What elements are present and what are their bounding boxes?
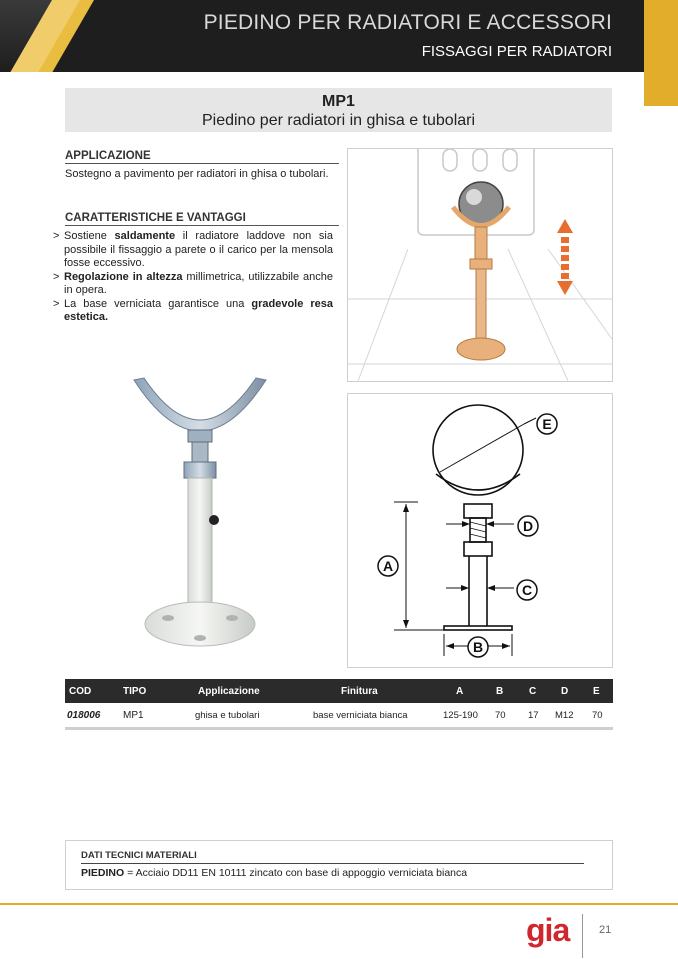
table-cell: ghisa e tubolari <box>195 710 260 721</box>
dimension-label: D <box>522 518 534 534</box>
feature-item: > Sostiene saldamente il radiatore laddove non sia possibile il fissaggio a parete o il carico per la mensola fosse eccessivo. <box>53 230 333 269</box>
column-header: A <box>456 686 464 697</box>
application-heading: APPLICAZIONE <box>65 150 339 164</box>
product-code: MP1 <box>322 93 355 110</box>
column-header: E <box>593 686 600 697</box>
features-list <box>53 230 333 325</box>
installation-drawing <box>348 149 612 381</box>
column-header: COD <box>69 686 92 697</box>
column-header: Finitura <box>341 686 378 697</box>
table-cell-code: 018006 <box>67 710 101 721</box>
installation-illustration <box>347 148 613 382</box>
feature-item: > La base verniciata garantisce una gradevole resa estetica. <box>53 297 333 323</box>
feature-item: > Regolazione in altezza millimetrica, utilizzabile anche in opera. <box>53 270 333 296</box>
brand-logo: gia <box>526 912 570 948</box>
table-cell: 70 <box>495 710 506 721</box>
application-text: Sostegno a pavimento per radiatori in ghisa o tubolari. <box>65 168 329 180</box>
table-header-row <box>65 679 613 703</box>
column-header: B <box>496 686 504 697</box>
table-cell: 17 <box>528 710 539 721</box>
tech-data-text: PIEDINO = Acciaio DD11 EN 10111 zincato con base di appoggio verniciata bianca <box>81 867 468 879</box>
page-tab <box>644 0 678 106</box>
dimension-diagram <box>348 394 612 667</box>
dimension-label: E <box>542 416 552 432</box>
tech-data-heading: DATI TECNICI MATERIALI <box>81 850 584 864</box>
header-category: PIEDINO PER RADIATORI E ACCESSORI <box>203 11 612 34</box>
dimension-label: C <box>521 582 533 598</box>
table-cell: 70 <box>592 710 603 721</box>
bullet-marker: > <box>53 230 60 242</box>
product-table <box>65 679 613 730</box>
header-subcategory: FISSAGGI PER RADIATORI <box>421 43 612 60</box>
dimension-label: B <box>472 639 484 655</box>
table-cell: M12 <box>555 710 574 721</box>
column-header: TIPO <box>123 686 147 697</box>
bullet-marker: > <box>53 270 60 283</box>
table-cell: base verniciata bianca <box>313 710 408 721</box>
page-number: 21 <box>599 924 612 936</box>
column-header: Applicazione <box>198 686 260 697</box>
table-row <box>65 703 613 730</box>
product-name: Piedino per radiatori in ghisa e tubolari <box>201 112 476 129</box>
footer-line <box>0 903 678 905</box>
bullet-marker: > <box>53 297 60 310</box>
features-heading: CARATTERISTICHE E VANTAGGI <box>65 212 339 226</box>
table-cell: MP1 <box>123 710 144 721</box>
table-cell: 125-190 <box>443 710 478 721</box>
product-title-box <box>65 88 612 132</box>
dimension-drawing <box>347 393 613 668</box>
tech-data-box <box>65 840 613 890</box>
footer-divider <box>582 914 583 958</box>
product-photo <box>120 372 280 652</box>
product-drawing <box>120 372 280 652</box>
dimension-label: A <box>382 558 394 574</box>
column-header: D <box>561 686 569 697</box>
column-header: C <box>529 686 537 697</box>
page-header <box>0 0 678 72</box>
